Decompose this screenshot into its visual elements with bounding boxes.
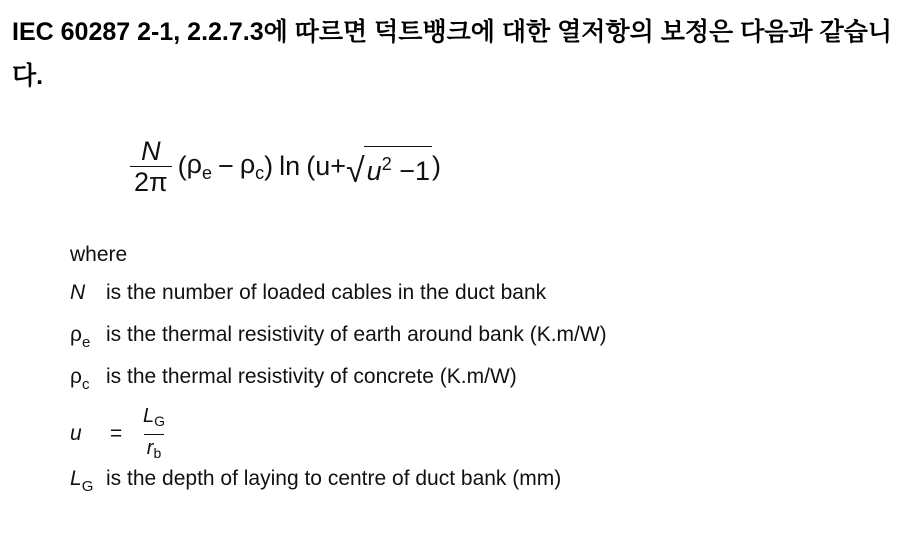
- definition-row-lg: [70, 467, 607, 509]
- definition-symbol: N: [70, 281, 86, 304]
- definition-row-rho-e: [70, 323, 607, 365]
- fraction-denominator: 2π: [130, 166, 172, 197]
- formula-plus: +: [330, 151, 346, 181]
- definition-row-n: [70, 281, 607, 323]
- formula-u: u: [315, 151, 331, 181]
- radicand: $u^2 -1$: [364, 146, 432, 188]
- formula-rho-e: $\rho_e$: [186, 149, 213, 183]
- definition-text: is the number of loaded cables in the duct bank: [106, 281, 547, 304]
- definition-symbol: $L_G$: [70, 467, 94, 495]
- formula-square-root: [346, 146, 432, 188]
- definition-text: is the depth of laying to centre of duct bank (mm): [106, 467, 562, 490]
- intro-paragraph: IEC 60287 2-1, 2.2.7.3에 따르면 덕트뱅크에 대한 열저항의 보정은 다음과 같습니다.: [12, 18, 892, 90]
- definition-row-u: [70, 401, 607, 467]
- definition-symbol: $\rho_e$: [70, 323, 91, 351]
- definition-list: [70, 281, 607, 509]
- definition-symbol: $\rho_c$: [70, 365, 90, 393]
- where-label: where: [70, 243, 128, 266]
- definition-text: is the thermal resistivity of earth around bank (K.m/W): [106, 323, 607, 346]
- u-fraction: [140, 403, 168, 466]
- formula-minus: −: [218, 151, 234, 181]
- formula-ln-close-paren: ): [432, 151, 442, 181]
- formula-close-paren: ): [264, 151, 274, 181]
- radical-sign: √: [346, 151, 365, 190]
- u-symbol: u: [70, 422, 82, 445]
- correction-formula: [130, 136, 441, 197]
- fraction-numerator: N: [141, 136, 161, 166]
- u-numerator: $L_G$: [143, 404, 166, 429]
- formula-rho-c: $\rho_c$: [239, 149, 265, 183]
- u-equals: =: [110, 422, 123, 445]
- formula-open-paren: (: [177, 151, 187, 181]
- formula-fraction: [130, 136, 172, 197]
- formula-ln-open-paren: (: [306, 151, 316, 181]
- definition-text: is the thermal resistivity of concrete (K.m/W): [106, 365, 517, 388]
- formula-ln: ln: [279, 151, 301, 181]
- u-denominator: $r_b$: [144, 434, 164, 466]
